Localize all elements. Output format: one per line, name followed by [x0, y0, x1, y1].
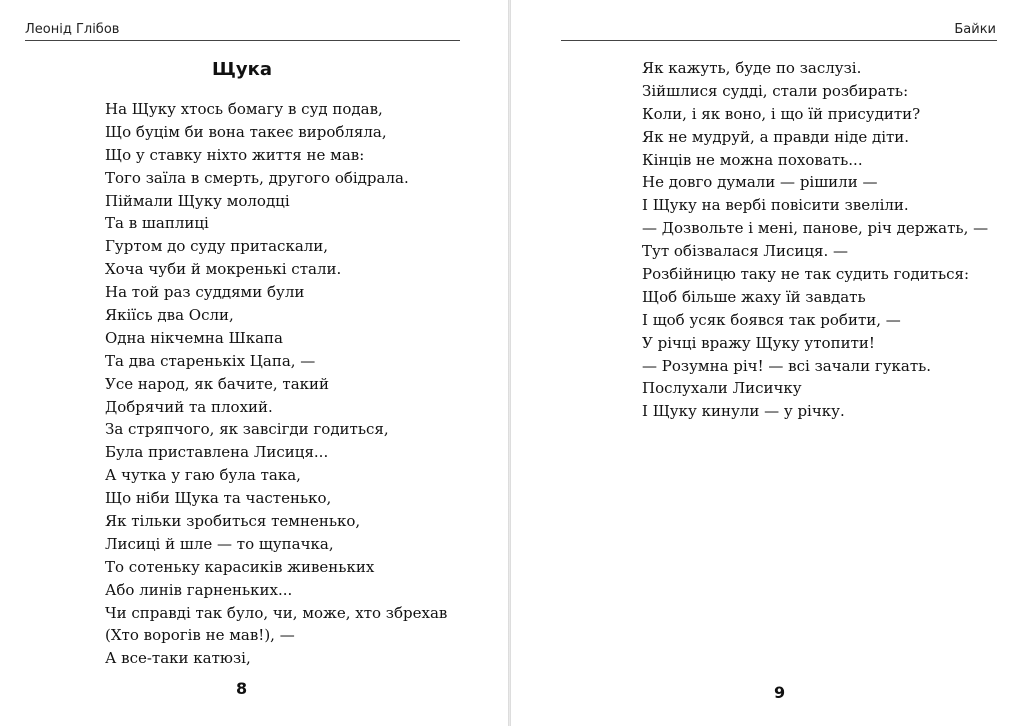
verse-line: Зійшлися судді, стали розбирать:	[642, 81, 909, 100]
verse-line: Усе народ, як бачите, такий	[105, 374, 330, 393]
verse-line: — Дозвольте і мені, панове, річ держать, —	[642, 219, 989, 238]
verse-line: Якіїсь два Осли,	[105, 306, 234, 325]
verse-line: Що у ставку ніхто життя не мав:	[105, 145, 365, 164]
verse-line: Коли, і як воно, і що їй присудити?	[642, 104, 921, 123]
verse-line: Розбійницю таку не так судить годиться:	[642, 265, 970, 284]
verse-line: Кінців не можна поховать...	[642, 150, 863, 169]
verse-line: А все-таки катюзі,	[105, 649, 251, 668]
verse-line: У річці вражу Щуку утопити!	[642, 333, 875, 352]
verse-line: А чутка у гаю була така,	[105, 466, 301, 485]
verse-line: Послухали Лисичку	[642, 379, 802, 398]
verse-line: Та в шаплиці	[105, 214, 209, 233]
verse-line: Як тільки зробиться темненько,	[105, 512, 361, 531]
verse-line: Щоб більше жаху їй завдать	[642, 287, 866, 306]
verse-line: Як кажуть, буде по заслузі.	[642, 59, 862, 77]
page-number-right: 9	[774, 683, 786, 702]
verse-line: Чи справді так було, чи, може, хто збрехав	[105, 603, 448, 622]
verse-line: Та два старенькіх Цапа, —	[105, 351, 316, 370]
verse-line: Не довго думали — рішили —	[642, 173, 878, 192]
verse-line: Гуртом до суду притаскали,	[105, 237, 329, 256]
verse-line: На Щуку хтось бомагу в суд подав,	[105, 100, 383, 118]
poem-title: Щука	[212, 59, 272, 80]
verse-line: Тут обізвалася Лисиця. —	[642, 242, 848, 261]
verse-line: І Щуку на вербі повісити звеліли.	[642, 196, 909, 215]
verse-line: Піймали Щуку молодці	[105, 191, 290, 210]
verse-line: Була приставлена Лисиця...	[105, 443, 329, 462]
verse-line: На той раз суддями були	[105, 283, 305, 302]
verse-line: То сотеньку карасиків живеньких	[105, 557, 375, 576]
verse-line: Добрячий та плохий.	[105, 397, 273, 416]
verse-block-left	[105, 98, 447, 670]
verse-line: Як не мудруй, а правди ніде діти.	[642, 127, 910, 146]
right-page	[511, 0, 1014, 726]
verse-line: (Хто ворогів не мав!), —	[105, 626, 295, 645]
page-number-left: 8	[236, 679, 248, 698]
header-rule	[561, 40, 997, 41]
verse-line: І Щуку кинули — у річку.	[642, 402, 845, 421]
verse-line: Лисиці й шле — то щупачка,	[105, 534, 334, 553]
header-rule	[25, 40, 460, 41]
verse-line: Або линів гарненьких...	[105, 580, 293, 599]
verse-line: Що буцім би вона такеє виробляла,	[105, 122, 387, 141]
verse-line: За стряпчого, як завсігди годиться,	[105, 420, 389, 439]
verse-line: І щоб усяк боявся так робити, —	[642, 310, 901, 329]
running-header-author: Леонід Глібов	[25, 22, 120, 37]
verse-line: — Розумна річ! — всі зачали гукать.	[642, 356, 932, 375]
running-header-book: Байки	[954, 22, 996, 37]
verse-line: Того заїла в смерть, другого обідрала.	[105, 168, 409, 187]
verse-line: Хоча чуби й мокренькі стали.	[105, 260, 342, 279]
verse-line: Одна нікчемна Шкапа	[105, 328, 283, 347]
verse-line: Що ніби Щука та частенько,	[105, 489, 332, 508]
verse-block-right	[642, 57, 988, 423]
